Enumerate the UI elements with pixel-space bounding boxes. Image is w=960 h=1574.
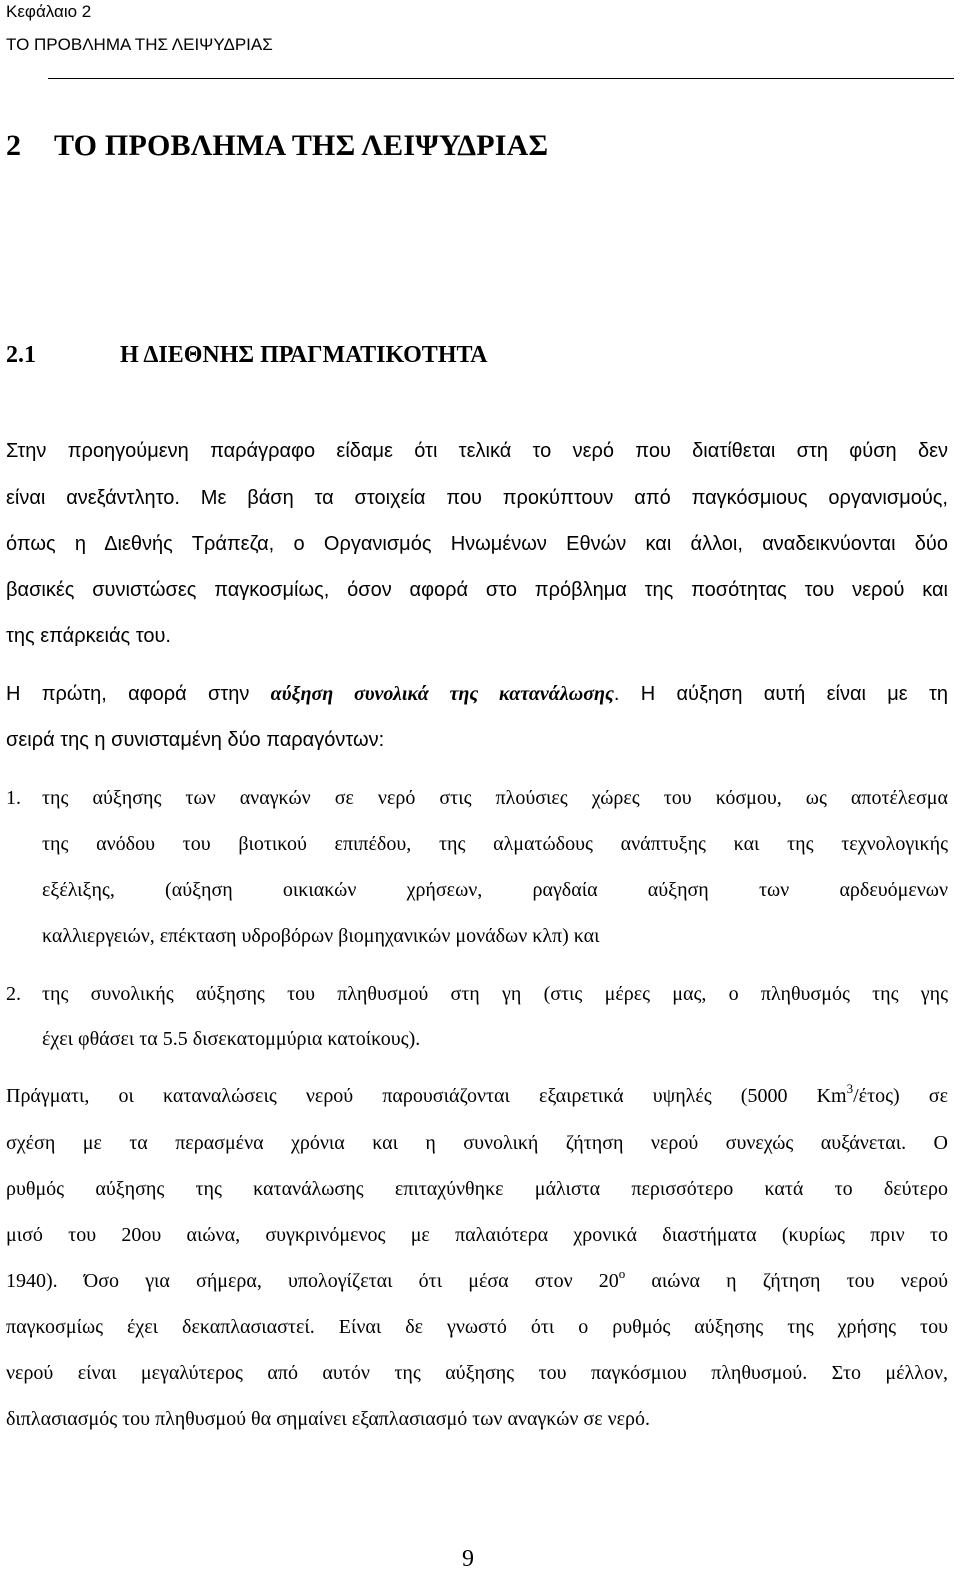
paragraph-2-text: . Η αύξηση αυτή είναι με τη: [613, 683, 948, 705]
chapter-title: ΤΟ ΠΡΟΒΛΗΜΑ ΤΗΣ ΛΕΙΨΥΔΡΙΑΣ: [54, 129, 549, 162]
list-item-line: έχει φθάσει τα 5.5 δισεκατομμύρια κατοίκους).: [42, 1028, 421, 1050]
paragraph-1-line: είναι ανεξάντλητο. Με βάση τα στοιχεία που προκύπτουν από παγκόσμιους οργανισμούς,: [6, 487, 948, 509]
paragraph-3-text: /έτος) σε: [853, 1085, 948, 1107]
section-title: Η ΔΙΕΘΝΗΣ ΠΡΑΓΜΑΤΙΚΟΤΗΤΑ: [120, 342, 488, 368]
header-rule: [48, 78, 954, 79]
running-header-chapter-label: Κεφάλαιο 2: [6, 2, 92, 21]
paragraph-1-line: Στην προηγούμενη παράγραφο είδαμε ότι τελικά το νερό που διατίθεται στη φύση δεν: [6, 440, 948, 462]
chapter-heading: [6, 128, 548, 164]
superscript-3: 3: [846, 1081, 854, 1096]
page-number: 9: [462, 1546, 474, 1572]
paragraph-3-line: σχέση με τα περασμένα χρόνια και η συνολική ζήτηση νερού συνεχώς αυξάνεται. Ο: [6, 1132, 948, 1154]
paragraph-3-line: παγκοσμίως έχει δεκαπλασιαστεί. Είναι δε γνωστό ότι ο ρυθμός αύξησης της χρήσης του: [6, 1316, 948, 1338]
paragraph-3-text: αιώνα η ζήτηση του νερού: [625, 1270, 949, 1292]
paragraph-3-line: μισό του 20ου αιώνα, συγκρινόμενος με παλαιότερα χρονικά διαστήματα (κυρίως πριν το: [6, 1224, 948, 1246]
list-item-number: 2.: [6, 983, 21, 1005]
paragraph-3-line: νερού είναι μεγαλύτερος από αυτόν της αύξησης του παγκόσμιου πληθυσμού. Στο μέλλον,: [6, 1362, 948, 1384]
paragraph-1-line: όπως η Διεθνής Τράπεζα, ο Οργανισμός Ηνωμένων Εθνών και άλλοι, αναδεικνύονται δύο: [6, 533, 948, 555]
paragraph-1-line: βασικές συνιστώσες παγκοσμίως, όσον αφορά στο πρόβλημα της ποσότητας του νερού και: [6, 579, 948, 601]
emphasis-total-consumption-increase: αύξηση συνολικά της κατανάλωσης: [270, 683, 614, 705]
paragraph-3-text: Πράγματι, οι καταναλώσεις νερού παρουσιάζονται εξαιρετικά υψηλές (5000 Km: [6, 1085, 847, 1107]
list-item-line: εξέλιξης, (αύξηση οικιακών χρήσεων, ραγδαία αύξηση των αρδευόμενων: [42, 879, 948, 901]
section-number: 2.1: [6, 342, 36, 368]
paragraph-3-line: ρυθμός αύξησης της κατανάλωσης επιταχύνθηκε μάλιστα περισσότερο κατά το δεύτερο: [6, 1178, 948, 1200]
list-item-line: της αύξησης των αναγκών σε νερό στις πλούσιες χώρες του κόσμου, ως αποτέλεσμα: [42, 787, 948, 809]
paragraph-2-text: Η πρώτη, αφορά στην: [6, 683, 271, 705]
section-heading: [6, 340, 488, 370]
list-item-line: καλλιεργειών, επέκταση υδροβόρων βιομηχανικών μονάδων κλπ) και: [42, 925, 600, 947]
paragraph-2-line: σειρά της η συνισταμένη δύο παραγόντων:: [6, 729, 385, 751]
list-item-line: της ανόδου του βιοτικού επιπέδου, της αλματώδους ανάπτυξης και της τεχνολογικής: [42, 833, 948, 855]
list-item-line: της συνολικής αύξησης του πληθυσμού στη γη (στις μέρες μας, ο πληθυσμός της γης: [42, 983, 948, 1005]
running-header-chapter-name: ΤΟ ΠΡΟΒΛΗΜΑ ΤΗΣ ΛΕΙΨΥΔΡΙΑΣ: [6, 35, 273, 54]
paragraph-3-line: διπλασιασμός του πληθυσμού θα σημαίνει εξαπλασιασμό των αναγκών σε νερό.: [6, 1408, 651, 1430]
superscript-o: ο: [618, 1266, 626, 1281]
list-item-number: 1.: [6, 787, 21, 809]
paragraph-3-text: 1940). Όσο για σήμερα, υπολογίζεται ότι μέσα στον 20: [6, 1270, 619, 1292]
paragraph-3-line: [6, 1082, 948, 1110]
paragraph-1-line: της επάρκειάς του.: [6, 625, 171, 647]
chapter-number: 2: [6, 129, 22, 162]
paragraph-2-line: [6, 680, 948, 708]
paragraph-3-line: [6, 1267, 948, 1295]
